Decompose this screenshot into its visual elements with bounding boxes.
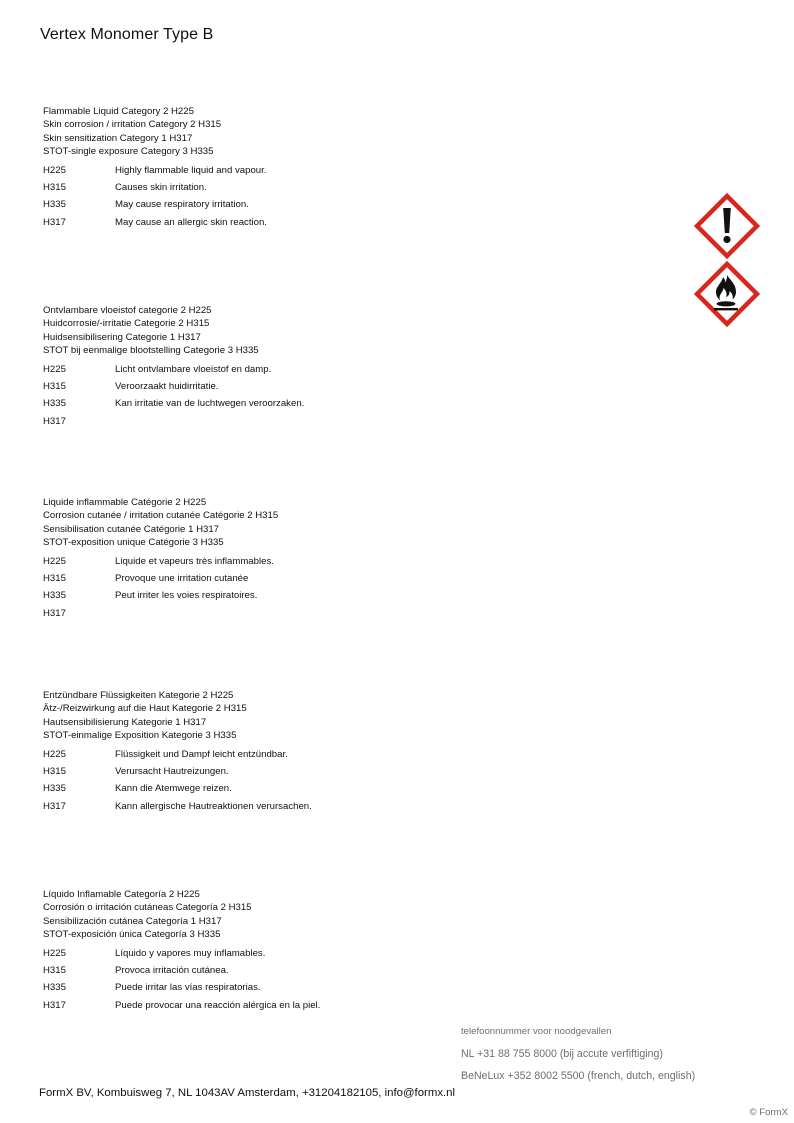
hazard-text: Peut irriter les voies respiratoires. <box>115 590 258 602</box>
hazard-row <box>43 982 663 999</box>
hazard-row <box>43 749 663 766</box>
hazard-row <box>43 182 663 199</box>
category-line: Huidcorrosie/-irritatie Categorie 2 H315 <box>43 318 210 330</box>
hazard-text: Puede provocar una reacción alérgica en la piel. <box>115 999 321 1011</box>
emergency-heading: telefoonnummer voor noodgevallen <box>461 1026 612 1037</box>
hazard-text: Liquide et vapeurs très inflammables. <box>115 555 274 567</box>
hazard-row <box>43 783 663 800</box>
hazard-text: Kan irritatie van de luchtwegen veroorzaken. <box>115 398 305 410</box>
hazard-code: H315 <box>43 766 66 778</box>
hazard-statements <box>43 165 663 235</box>
hazard-text: Flüssigkeit und Dampf leicht entzündbar. <box>115 748 288 760</box>
hazard-statements <box>43 556 663 626</box>
hazard-section-dutch <box>43 304 663 433</box>
hazard-text: May cause an allergic skin reaction. <box>115 216 267 228</box>
hazard-code: H225 <box>43 748 66 760</box>
category-line: Sensibilización cutánea Categoría 1 H317 <box>43 915 222 927</box>
hazard-text: Kann die Atemwege reizen. <box>115 783 232 795</box>
category-line: Sensibilisation cutanée Catégorie 1 H317 <box>43 523 219 535</box>
hazard-text: Provoque une irritation cutanée <box>115 573 249 585</box>
hazard-row <box>43 381 663 398</box>
category-line: Corrosion cutanée / irritation cutanée Catégorie 2 H315 <box>43 510 279 522</box>
hazard-text: Causes skin irritation. <box>115 182 207 194</box>
hazard-section-french <box>43 496 663 625</box>
hazard-code: H315 <box>43 573 66 585</box>
hazard-text: Puede irritar las vías respiratorias. <box>115 982 261 994</box>
flame-icon <box>694 261 760 327</box>
hazard-text: Verursacht Hautreizungen. <box>115 766 229 778</box>
ghs-flame-pictogram <box>694 261 760 327</box>
hazard-row <box>43 199 663 216</box>
ghs-exclamation-pictogram <box>694 193 760 259</box>
hazard-categories <box>43 105 663 159</box>
hazard-row <box>43 766 663 783</box>
hazard-code: H317 <box>43 216 66 228</box>
hazard-categories <box>43 304 663 358</box>
hazard-statements <box>43 749 663 819</box>
category-line: Flammable Liquid Category 2 H225 <box>43 106 194 117</box>
category-line: Ontvlambare vloeistof categorie 2 H225 <box>43 305 212 316</box>
category-line: Corrosión o irritación cutáneas Categoría 2 H315 <box>43 902 252 914</box>
hazard-row <box>43 217 663 234</box>
hazard-code: H335 <box>43 783 66 795</box>
hazard-code: H315 <box>43 965 66 977</box>
hazard-text: Líquido y vapores muy inflamables. <box>115 947 266 959</box>
category-line: Ätz-/Reizwirkung auf die Haut Kategorie 2 H315 <box>43 703 247 715</box>
emergency-phone-benelux: BeNeLux +352 8002 5500 (french, dutch, english) <box>461 1070 696 1082</box>
hazard-categories <box>43 689 663 743</box>
category-line: STOT-exposition unique Catégorie 3 H335 <box>43 537 224 549</box>
hazard-row <box>43 165 663 182</box>
category-line: Liquide inflammable Catégorie 2 H225 <box>43 497 207 508</box>
hazard-row <box>43 416 663 433</box>
category-line: STOT-einmalige Exposition Kategorie 3 H335 <box>43 730 237 742</box>
hazard-row <box>43 801 663 818</box>
hazard-row <box>43 590 663 607</box>
category-line: STOT-exposición única Categoría 3 H335 <box>43 929 221 941</box>
hazard-row <box>43 608 663 625</box>
hazard-code: H317 <box>43 999 66 1011</box>
hazard-row <box>43 948 663 965</box>
hazard-text: Highly flammable liquid and vapour. <box>115 164 267 176</box>
hazard-section-english <box>43 105 663 234</box>
copyright: © FormX <box>749 1107 788 1118</box>
category-line: STOT bij eenmalige blootstelling Categorie 3 H335 <box>43 345 259 357</box>
hazard-code: H335 <box>43 398 66 410</box>
hazard-code: H315 <box>43 381 66 393</box>
category-line: Huidsensibilisering Categorie 1 H317 <box>43 331 201 343</box>
hazard-code: H335 <box>43 590 66 602</box>
hazard-statements <box>43 364 663 434</box>
hazard-text: Licht ontvlambare vloeistof en damp. <box>115 363 272 375</box>
hazard-code: H225 <box>43 555 66 567</box>
hazard-section-german <box>43 689 663 818</box>
hazard-text: Veroorzaakt huidirritatie. <box>115 381 219 393</box>
hazard-row <box>43 556 663 573</box>
hazard-code: H225 <box>43 947 66 959</box>
hazard-row <box>43 364 663 381</box>
hazard-categories <box>43 496 663 550</box>
company-address: FormX BV, Kombuisweg 7, NL 1043AV Amsterdam, +31204182105, info@formx.nl <box>39 1087 456 1099</box>
category-line: STOT-single exposure Category 3 H335 <box>43 146 214 158</box>
hazard-text: Provoca irritación cutánea. <box>115 965 229 977</box>
hazard-statements <box>43 948 663 1018</box>
hazard-categories <box>43 888 663 942</box>
exclamation-mark-icon <box>694 193 760 259</box>
hazard-code: H317 <box>43 415 66 427</box>
hazard-code: H335 <box>43 199 66 211</box>
emergency-phone-nl: NL +31 88 755 8000 (bij accute verfiftiging) <box>461 1048 663 1060</box>
hazard-code: H315 <box>43 182 66 194</box>
category-line: Skin sensitization Category 1 H317 <box>43 132 193 144</box>
category-line: Entzündbare Flüssigkeiten Kategorie 2 H225 <box>43 690 234 701</box>
category-line: Hautsensibilisierung Kategorie 1 H317 <box>43 716 207 728</box>
hazard-code: H225 <box>43 363 66 375</box>
hazard-row <box>43 965 663 982</box>
hazard-text: May cause respiratory irritation. <box>115 199 249 211</box>
hazard-code: H317 <box>43 607 66 619</box>
hazard-code: H317 <box>43 800 66 812</box>
category-line: Líquido Inflamable Categoría 2 H225 <box>43 889 200 900</box>
hazard-code: H225 <box>43 164 66 176</box>
hazard-section-spanish <box>43 888 663 1017</box>
document-title: Vertex Monomer Type B <box>40 26 214 43</box>
hazard-row <box>43 1000 663 1017</box>
hazard-code: H335 <box>43 982 66 994</box>
hazard-row <box>43 398 663 415</box>
hazard-row <box>43 573 663 590</box>
hazard-text: Kann allergische Hautreaktionen verursachen. <box>115 800 312 812</box>
category-line: Skin corrosion / irritation Category 2 H315 <box>43 119 222 131</box>
